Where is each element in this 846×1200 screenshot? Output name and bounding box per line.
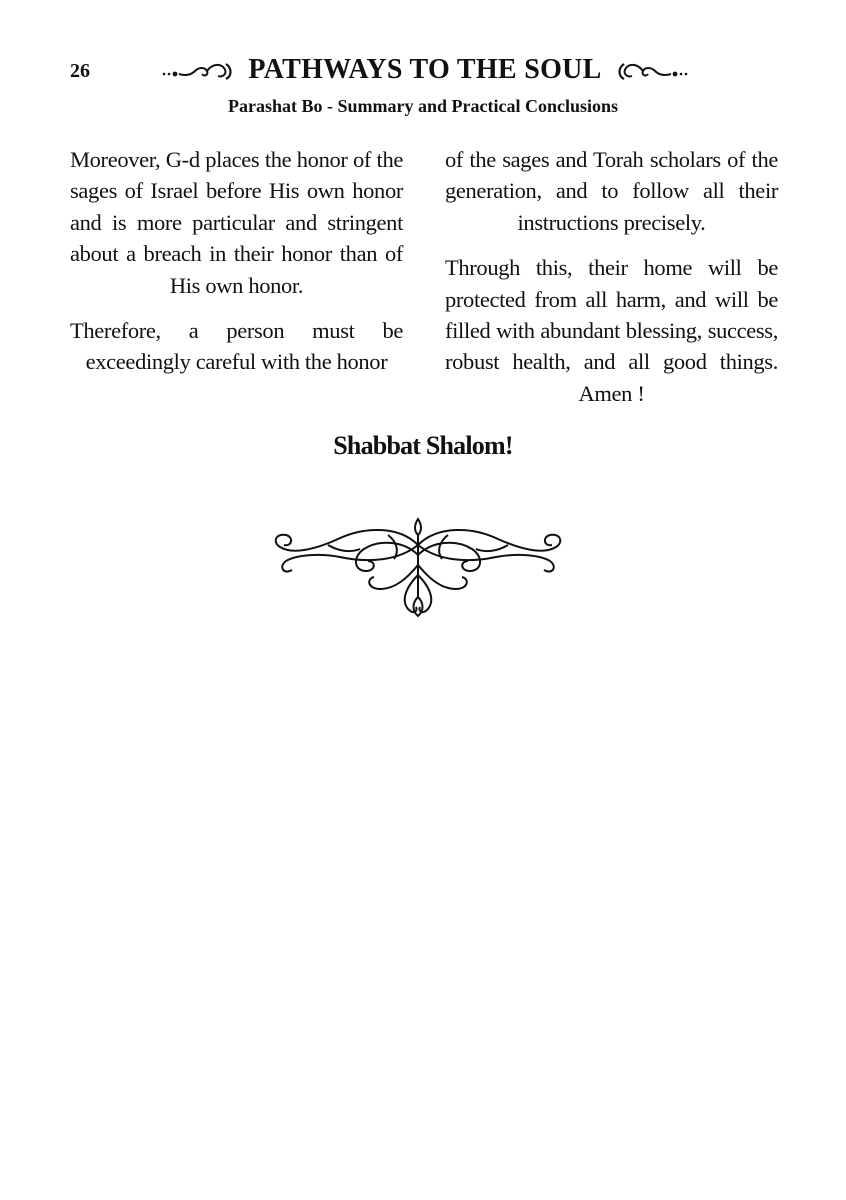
paragraph: Therefore, a person must be exceedingly careful with the honor: [70, 318, 403, 375]
left-column: [70, 144, 403, 392]
paragraph: Moreover, G-d places the honor of the sages of Israel before His own honor and is more particular and stringent about a breach in their honor than of His own honor.: [70, 147, 403, 298]
scroll-flourish-icon: [268, 515, 568, 620]
running-header: [130, 50, 720, 90]
paragraph: Through this, their home will be protected from all harm, and will be filled with abundant blessing, success, robust health, and all good things. Amen !: [445, 255, 778, 406]
swirl-ornament-left-icon: [160, 58, 242, 82]
book-title: PATHWAYS TO THE SOUL: [248, 54, 602, 85]
right-column: [445, 144, 778, 423]
section-subtitle: Parashat Bo - Summary and Practical Conclusions: [227, 96, 618, 116]
swirl-ornament-right-icon: [608, 58, 690, 82]
paragraph: of the sages and Torah scholars of the generation, and to follow all their instructions precisely.: [445, 147, 778, 235]
page-number: 26: [70, 60, 90, 82]
closing-greeting: Shabbat Shalom!: [333, 431, 513, 460]
